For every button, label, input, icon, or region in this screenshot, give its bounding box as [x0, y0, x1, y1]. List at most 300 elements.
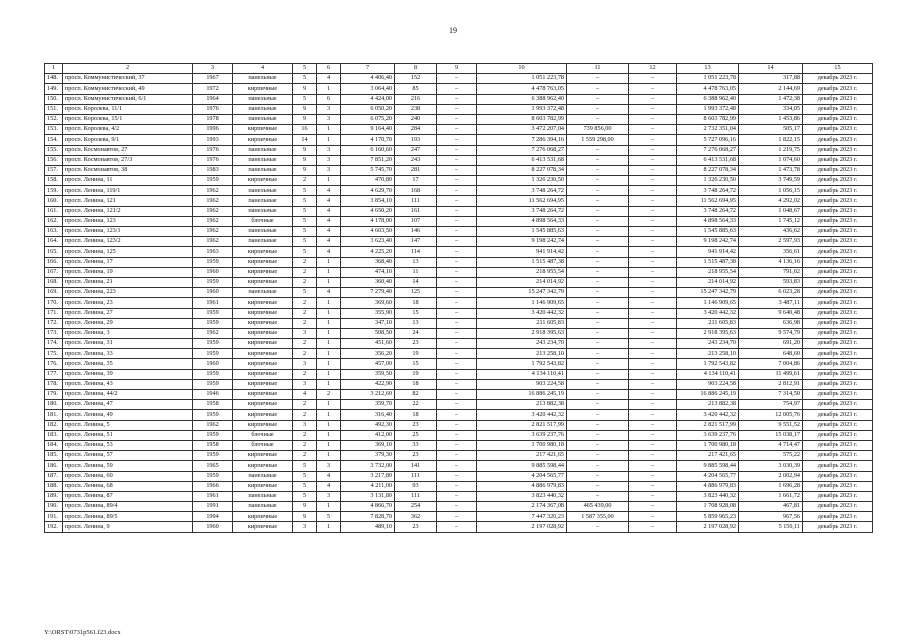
table-cell: 5 859 965,23: [677, 512, 739, 522]
table-cell: 368,40: [341, 257, 395, 267]
table-cell: 4: [317, 288, 341, 298]
table-cell: декабрь 2023 г.: [803, 74, 873, 84]
table-cell: 189.: [45, 491, 63, 501]
table-cell: 356,61: [739, 247, 803, 257]
table-cell: –: [629, 206, 677, 216]
table-cell: 7 851,20: [341, 155, 395, 165]
table-cell: просп. Ленина, 59: [63, 461, 193, 471]
table-cell: 6: [317, 94, 341, 104]
table-cell: декабрь 2023 г.: [803, 339, 873, 349]
table-cell: 240: [395, 114, 437, 124]
table-cell: 4 898 564,33: [477, 216, 567, 226]
table-cell: 2: [293, 318, 317, 328]
table-cell: –: [629, 104, 677, 114]
table-cell: 3: [317, 491, 341, 501]
table-cell: декабрь 2023 г.: [803, 84, 873, 94]
table-cell: 4 629,70: [341, 186, 395, 196]
table-cell: просп. Ленина, 87: [63, 491, 193, 501]
table-cell: –: [629, 522, 677, 532]
table-cell: 4 170,70: [341, 135, 395, 145]
table-cell: 1 056,15: [739, 186, 803, 196]
table-cell: 3: [317, 145, 341, 155]
table-cell: 15 247 342,79: [477, 288, 567, 298]
table-cell: –: [567, 430, 629, 440]
table-cell: 1991: [193, 502, 233, 512]
table-cell: 19: [395, 349, 437, 359]
table-cell: 190.: [45, 502, 63, 512]
table-row: [45, 196, 873, 206]
column-header-11: 11: [567, 64, 629, 74]
table-cell: 1: [317, 359, 341, 369]
table-cell: 5: [293, 186, 317, 196]
table-cell: 153.: [45, 125, 63, 135]
table-cell: –: [437, 216, 477, 226]
table-cell: просп. Королева, 9/1: [63, 135, 193, 145]
table-cell: 3 748 264,72: [677, 186, 739, 196]
table-cell: 4: [317, 196, 341, 206]
table-cell: декабрь 2023 г.: [803, 257, 873, 267]
table-cell: 3 749,59: [739, 176, 803, 186]
table-cell: –: [437, 379, 477, 389]
table-cell: декабрь 2023 г.: [803, 359, 873, 369]
table-cell: 180.: [45, 400, 63, 410]
table-cell: 2: [293, 349, 317, 359]
table-cell: 185.: [45, 451, 63, 461]
table-row: [45, 420, 873, 430]
document-file-path: Y:\ORST\0731p561.f23.docx: [44, 629, 121, 636]
table-cell: 213 882,38: [677, 400, 739, 410]
table-cell: 3 639 237,76: [677, 430, 739, 440]
table-cell: 1 661,72: [739, 491, 803, 501]
table-cell: декабрь 2023 г.: [803, 512, 873, 522]
table-cell: 9 551,52: [739, 420, 803, 430]
table-cell: –: [437, 277, 477, 287]
table-cell: 2: [293, 400, 317, 410]
table-cell: 191.: [45, 512, 63, 522]
table-cell: 1: [317, 267, 341, 277]
table-cell: 2: [293, 267, 317, 277]
table-cell: –: [629, 512, 677, 522]
table-row: [45, 349, 873, 359]
table-cell: 23: [395, 420, 437, 430]
table-cell: 4: [317, 216, 341, 226]
table-cell: кирпичные: [233, 400, 293, 410]
table-cell: просп. Ленина, 121: [63, 196, 193, 206]
table-cell: 436,62: [739, 227, 803, 237]
table-cell: 25: [395, 430, 437, 440]
table-cell: 9 574,79: [739, 328, 803, 338]
table-cell: кирпичные: [233, 410, 293, 420]
table-cell: –: [567, 400, 629, 410]
table-cell: 356,20: [341, 349, 395, 359]
table-cell: 2 597,93: [739, 237, 803, 247]
table-cell: 2: [293, 430, 317, 440]
table-cell: панельные: [233, 502, 293, 512]
table-cell: декабрь 2023 г.: [803, 206, 873, 216]
table-cell: 2: [293, 451, 317, 461]
table-cell: 1983: [193, 165, 233, 175]
table-cell: 1: [317, 277, 341, 287]
column-number-row: [45, 64, 873, 74]
table-cell: –: [567, 206, 629, 216]
table-cell: –: [567, 339, 629, 349]
table-cell: 3: [317, 104, 341, 114]
table-cell: –: [437, 318, 477, 328]
table-cell: 9: [293, 155, 317, 165]
table-cell: 8 603 782,99: [677, 114, 739, 124]
table-cell: 1: [317, 328, 341, 338]
table-cell: –: [567, 522, 629, 532]
table-cell: 23: [395, 339, 437, 349]
table-cell: 218 955,54: [477, 267, 567, 277]
table-cell: –: [437, 308, 477, 318]
table-cell: –: [629, 135, 677, 145]
table-cell: 9 198 242,74: [477, 237, 567, 247]
table-cell: 166.: [45, 257, 63, 267]
table-cell: 1: [317, 339, 341, 349]
table-cell: 1963: [193, 247, 233, 257]
table-cell: кирпичные: [233, 298, 293, 308]
column-header-2: 2: [63, 64, 193, 74]
table-cell: 211 605,83: [477, 318, 567, 328]
table-cell: 1: [317, 176, 341, 186]
table-cell: 6 413 531,68: [677, 155, 739, 165]
table-cell: 754,97: [739, 400, 803, 410]
table-cell: 1: [317, 400, 341, 410]
table-cell: 636,98: [739, 318, 803, 328]
table-cell: просп. Ленина, 53: [63, 440, 193, 450]
table-cell: –: [629, 237, 677, 247]
table-cell: –: [629, 481, 677, 491]
table-cell: 1993: [193, 135, 233, 145]
table-cell: 1 792 543,82: [477, 359, 567, 369]
table-cell: панельные: [233, 196, 293, 206]
table-cell: 347,10: [341, 318, 395, 328]
table-cell: –: [629, 114, 677, 124]
table-cell: 1 700 980,18: [677, 440, 739, 450]
table-cell: 4: [317, 227, 341, 237]
table-row: [45, 430, 873, 440]
table-cell: декабрь 2023 г.: [803, 277, 873, 287]
table-cell: 3: [317, 114, 341, 124]
table-cell: 2: [293, 257, 317, 267]
table-cell: 1 074,60: [739, 155, 803, 165]
table-cell: 1 048,67: [739, 206, 803, 216]
table-cell: 489,10: [341, 522, 395, 532]
table-cell: –: [567, 277, 629, 287]
table-cell: 4: [317, 74, 341, 84]
table-cell: 5: [293, 461, 317, 471]
table-cell: декабрь 2023 г.: [803, 328, 873, 338]
table-row: [45, 257, 873, 267]
table-cell: –: [437, 104, 477, 114]
table-cell: 2 812,91: [739, 379, 803, 389]
table-row: [45, 461, 873, 471]
table-cell: 1 792 543,82: [677, 359, 739, 369]
table-cell: 4: [317, 206, 341, 216]
table-cell: –: [437, 502, 477, 512]
table-cell: –: [567, 298, 629, 308]
table-cell: 4 134 110,41: [677, 369, 739, 379]
table-row: [45, 328, 873, 338]
table-cell: просп. Ленина, 33: [63, 349, 193, 359]
table-cell: 3 748 264,72: [477, 206, 567, 216]
table-cell: 941 914,42: [477, 247, 567, 257]
table-cell: 359,50: [341, 369, 395, 379]
table-cell: 4 603,50: [341, 227, 395, 237]
table-cell: 1 993 372,48: [677, 104, 739, 114]
table-cell: 213 882,38: [477, 400, 567, 410]
table-cell: –: [567, 165, 629, 175]
table-row: [45, 94, 873, 104]
table-cell: 11 562 694,95: [677, 196, 739, 206]
table-cell: 3 212,60: [341, 390, 395, 400]
table-cell: 2: [293, 369, 317, 379]
table-cell: 360,40: [341, 277, 395, 287]
table-cell: 4 714,47: [739, 440, 803, 450]
table-cell: 7 314,50: [739, 390, 803, 400]
table-cell: 247: [395, 145, 437, 155]
table-cell: 164.: [45, 237, 63, 247]
table-cell: 179.: [45, 390, 63, 400]
table-cell: 1959: [193, 369, 233, 379]
table-cell: 1: [317, 84, 341, 94]
table-cell: –: [437, 339, 477, 349]
table-cell: –: [567, 288, 629, 298]
table-cell: 2 821 517,99: [677, 420, 739, 430]
table-cell: 1962: [193, 227, 233, 237]
table-cell: 6 388 962,40: [477, 94, 567, 104]
table-cell: 8 603 782,99: [477, 114, 567, 124]
column-header-8: 8: [395, 64, 437, 74]
table-cell: кирпичные: [233, 522, 293, 532]
table-cell: 967,56: [739, 512, 803, 522]
table-cell: 1: [317, 440, 341, 450]
table-cell: 1 472,38: [739, 94, 803, 104]
table-cell: просп. Ленина, 19: [63, 267, 193, 277]
table-cell: кирпичные: [233, 461, 293, 471]
table-cell: –: [437, 369, 477, 379]
table-cell: 1: [317, 451, 341, 461]
table-cell: –: [629, 430, 677, 440]
table-cell: –: [437, 522, 477, 532]
table-cell: 254: [395, 502, 437, 512]
table-cell: –: [437, 165, 477, 175]
table-cell: 176.: [45, 359, 63, 369]
table-cell: 1 051 223,78: [477, 74, 567, 84]
table-cell: –: [437, 420, 477, 430]
table-cell: –: [567, 420, 629, 430]
table-cell: –: [629, 440, 677, 450]
table-row: [45, 206, 873, 216]
table-cell: 2 918 395,63: [677, 328, 739, 338]
table-cell: –: [629, 74, 677, 84]
table-cell: 188.: [45, 481, 63, 491]
table-cell: 111: [395, 196, 437, 206]
table-cell: просп. Ленина, 68: [63, 481, 193, 491]
table-cell: –: [437, 440, 477, 450]
table-cell: блочные: [233, 440, 293, 450]
table-cell: 2: [293, 410, 317, 420]
table-cell: –: [567, 328, 629, 338]
table-cell: просп. Ленина, 123: [63, 216, 193, 226]
table-cell: –: [629, 298, 677, 308]
table-cell: блочные: [233, 216, 293, 226]
table-cell: декабрь 2023 г.: [803, 216, 873, 226]
table-cell: 3 030,39: [739, 461, 803, 471]
table-cell: 3 064,40: [341, 84, 395, 94]
table-cell: 152.: [45, 114, 63, 124]
table-cell: 1: [317, 298, 341, 308]
table-cell: просп. Королева, 11/1: [63, 104, 193, 114]
table-cell: 5: [293, 227, 317, 237]
table-cell: кирпичные: [233, 318, 293, 328]
table-cell: 1: [317, 125, 341, 135]
table-cell: 1 559 298,00: [567, 135, 629, 145]
table-cell: 5: [293, 471, 317, 481]
table-cell: 1978: [193, 114, 233, 124]
table-cell: 281: [395, 165, 437, 175]
table-cell: 9: [293, 114, 317, 124]
table-cell: просп. Ленина, 49: [63, 410, 193, 420]
table-cell: декабрь 2023 г.: [803, 502, 873, 512]
table-cell: 13: [395, 318, 437, 328]
table-cell: 1: [317, 420, 341, 430]
table-cell: 3: [317, 461, 341, 471]
table-cell: 1 822,15: [739, 135, 803, 145]
table-cell: –: [437, 176, 477, 186]
table-cell: 4 136,16: [739, 257, 803, 267]
table-row: [45, 74, 873, 84]
table-cell: –: [437, 145, 477, 155]
table-cell: –: [437, 237, 477, 247]
table-cell: декабрь 2023 г.: [803, 247, 873, 257]
table-cell: 1 745,12: [739, 216, 803, 226]
table-cell: 2: [293, 176, 317, 186]
table-cell: 3 472 207,04: [477, 125, 567, 135]
table-cell: –: [629, 155, 677, 165]
table-cell: панельные: [233, 288, 293, 298]
table-cell: –: [437, 481, 477, 491]
table-cell: 107: [395, 216, 437, 226]
table-cell: 3: [317, 165, 341, 175]
table-cell: 6 050,20: [341, 104, 395, 114]
table-cell: –: [629, 94, 677, 104]
table-cell: 169.: [45, 288, 63, 298]
table-cell: декабрь 2023 г.: [803, 176, 873, 186]
table-cell: 2: [293, 277, 317, 287]
table-cell: 4 292,02: [739, 196, 803, 206]
table-row: [45, 359, 873, 369]
table-cell: просп. Ленина, 29: [63, 318, 193, 328]
table-cell: 18: [395, 379, 437, 389]
table-cell: –: [567, 257, 629, 267]
table-cell: 3 639 237,76: [477, 430, 567, 440]
table-cell: –: [437, 430, 477, 440]
table-cell: 13: [395, 257, 437, 267]
table-cell: –: [437, 135, 477, 145]
table-cell: панельные: [233, 155, 293, 165]
table-cell: кирпичные: [233, 339, 293, 349]
table-row: [45, 84, 873, 94]
table-cell: –: [629, 451, 677, 461]
table-cell: 141: [395, 461, 437, 471]
table-cell: 505,17: [739, 125, 803, 135]
table-cell: 1 515 487,38: [477, 257, 567, 267]
table-cell: –: [437, 74, 477, 84]
table-row: [45, 104, 873, 114]
table-cell: кирпичные: [233, 379, 293, 389]
table-cell: 24: [395, 328, 437, 338]
table-cell: декабрь 2023 г.: [803, 491, 873, 501]
table-row: [45, 379, 873, 389]
table-cell: 3: [293, 359, 317, 369]
table-cell: 492,30: [341, 420, 395, 430]
table-cell: 691,20: [739, 339, 803, 349]
table-cell: –: [567, 216, 629, 226]
table-cell: 2 174 367,08: [477, 502, 567, 512]
table-cell: –: [567, 410, 629, 420]
table-cell: панельные: [233, 227, 293, 237]
table-cell: –: [629, 379, 677, 389]
table-cell: 1: [317, 502, 341, 512]
table-cell: –: [437, 155, 477, 165]
table-cell: 7 447 320,23: [477, 512, 567, 522]
table-cell: 1 993 372,48: [477, 104, 567, 114]
table-cell: 5 150,11: [739, 522, 803, 532]
table-cell: 5: [293, 216, 317, 226]
table-cell: просп. Ленина, 11: [63, 176, 193, 186]
table-cell: 593,83: [739, 277, 803, 287]
table-cell: –: [437, 84, 477, 94]
table-cell: 362: [395, 512, 437, 522]
table-cell: 217 421,65: [677, 451, 739, 461]
table-cell: –: [629, 176, 677, 186]
table-cell: 172.: [45, 318, 63, 328]
table-cell: 2 197 028,92: [677, 522, 739, 532]
table-cell: кирпичные: [233, 257, 293, 267]
table-cell: 4 898 564,33: [677, 216, 739, 226]
table-cell: 1 326 230,50: [677, 176, 739, 186]
table-cell: панельные: [233, 471, 293, 481]
column-header-13: 13: [677, 64, 739, 74]
table-cell: 159.: [45, 186, 63, 196]
table-cell: 217 421,65: [477, 451, 567, 461]
table-cell: 4 478 763,05: [477, 84, 567, 94]
table-cell: –: [437, 400, 477, 410]
table-cell: –: [629, 502, 677, 512]
table-cell: 1965: [193, 461, 233, 471]
table-cell: 4: [317, 481, 341, 491]
table-cell: –: [567, 176, 629, 186]
table-cell: 1 708 928,08: [677, 502, 739, 512]
table-cell: 218 955,54: [677, 267, 739, 277]
table-cell: 903 224,58: [677, 379, 739, 389]
table-cell: 111: [395, 491, 437, 501]
table-cell: просп. Ленина, 223: [63, 288, 193, 298]
table-cell: 6 023,28: [739, 288, 803, 298]
table-row: [45, 227, 873, 237]
table-cell: 165.: [45, 247, 63, 257]
table-row: [45, 390, 873, 400]
table-row: [45, 298, 873, 308]
table-cell: 6 160,60: [341, 145, 395, 155]
table-cell: 4 204 565,77: [477, 471, 567, 481]
column-header-12: 12: [629, 64, 677, 74]
table-cell: 4 225,20: [341, 247, 395, 257]
table-cell: 7 828,70: [341, 512, 395, 522]
table-cell: 4 866,70: [341, 502, 395, 512]
